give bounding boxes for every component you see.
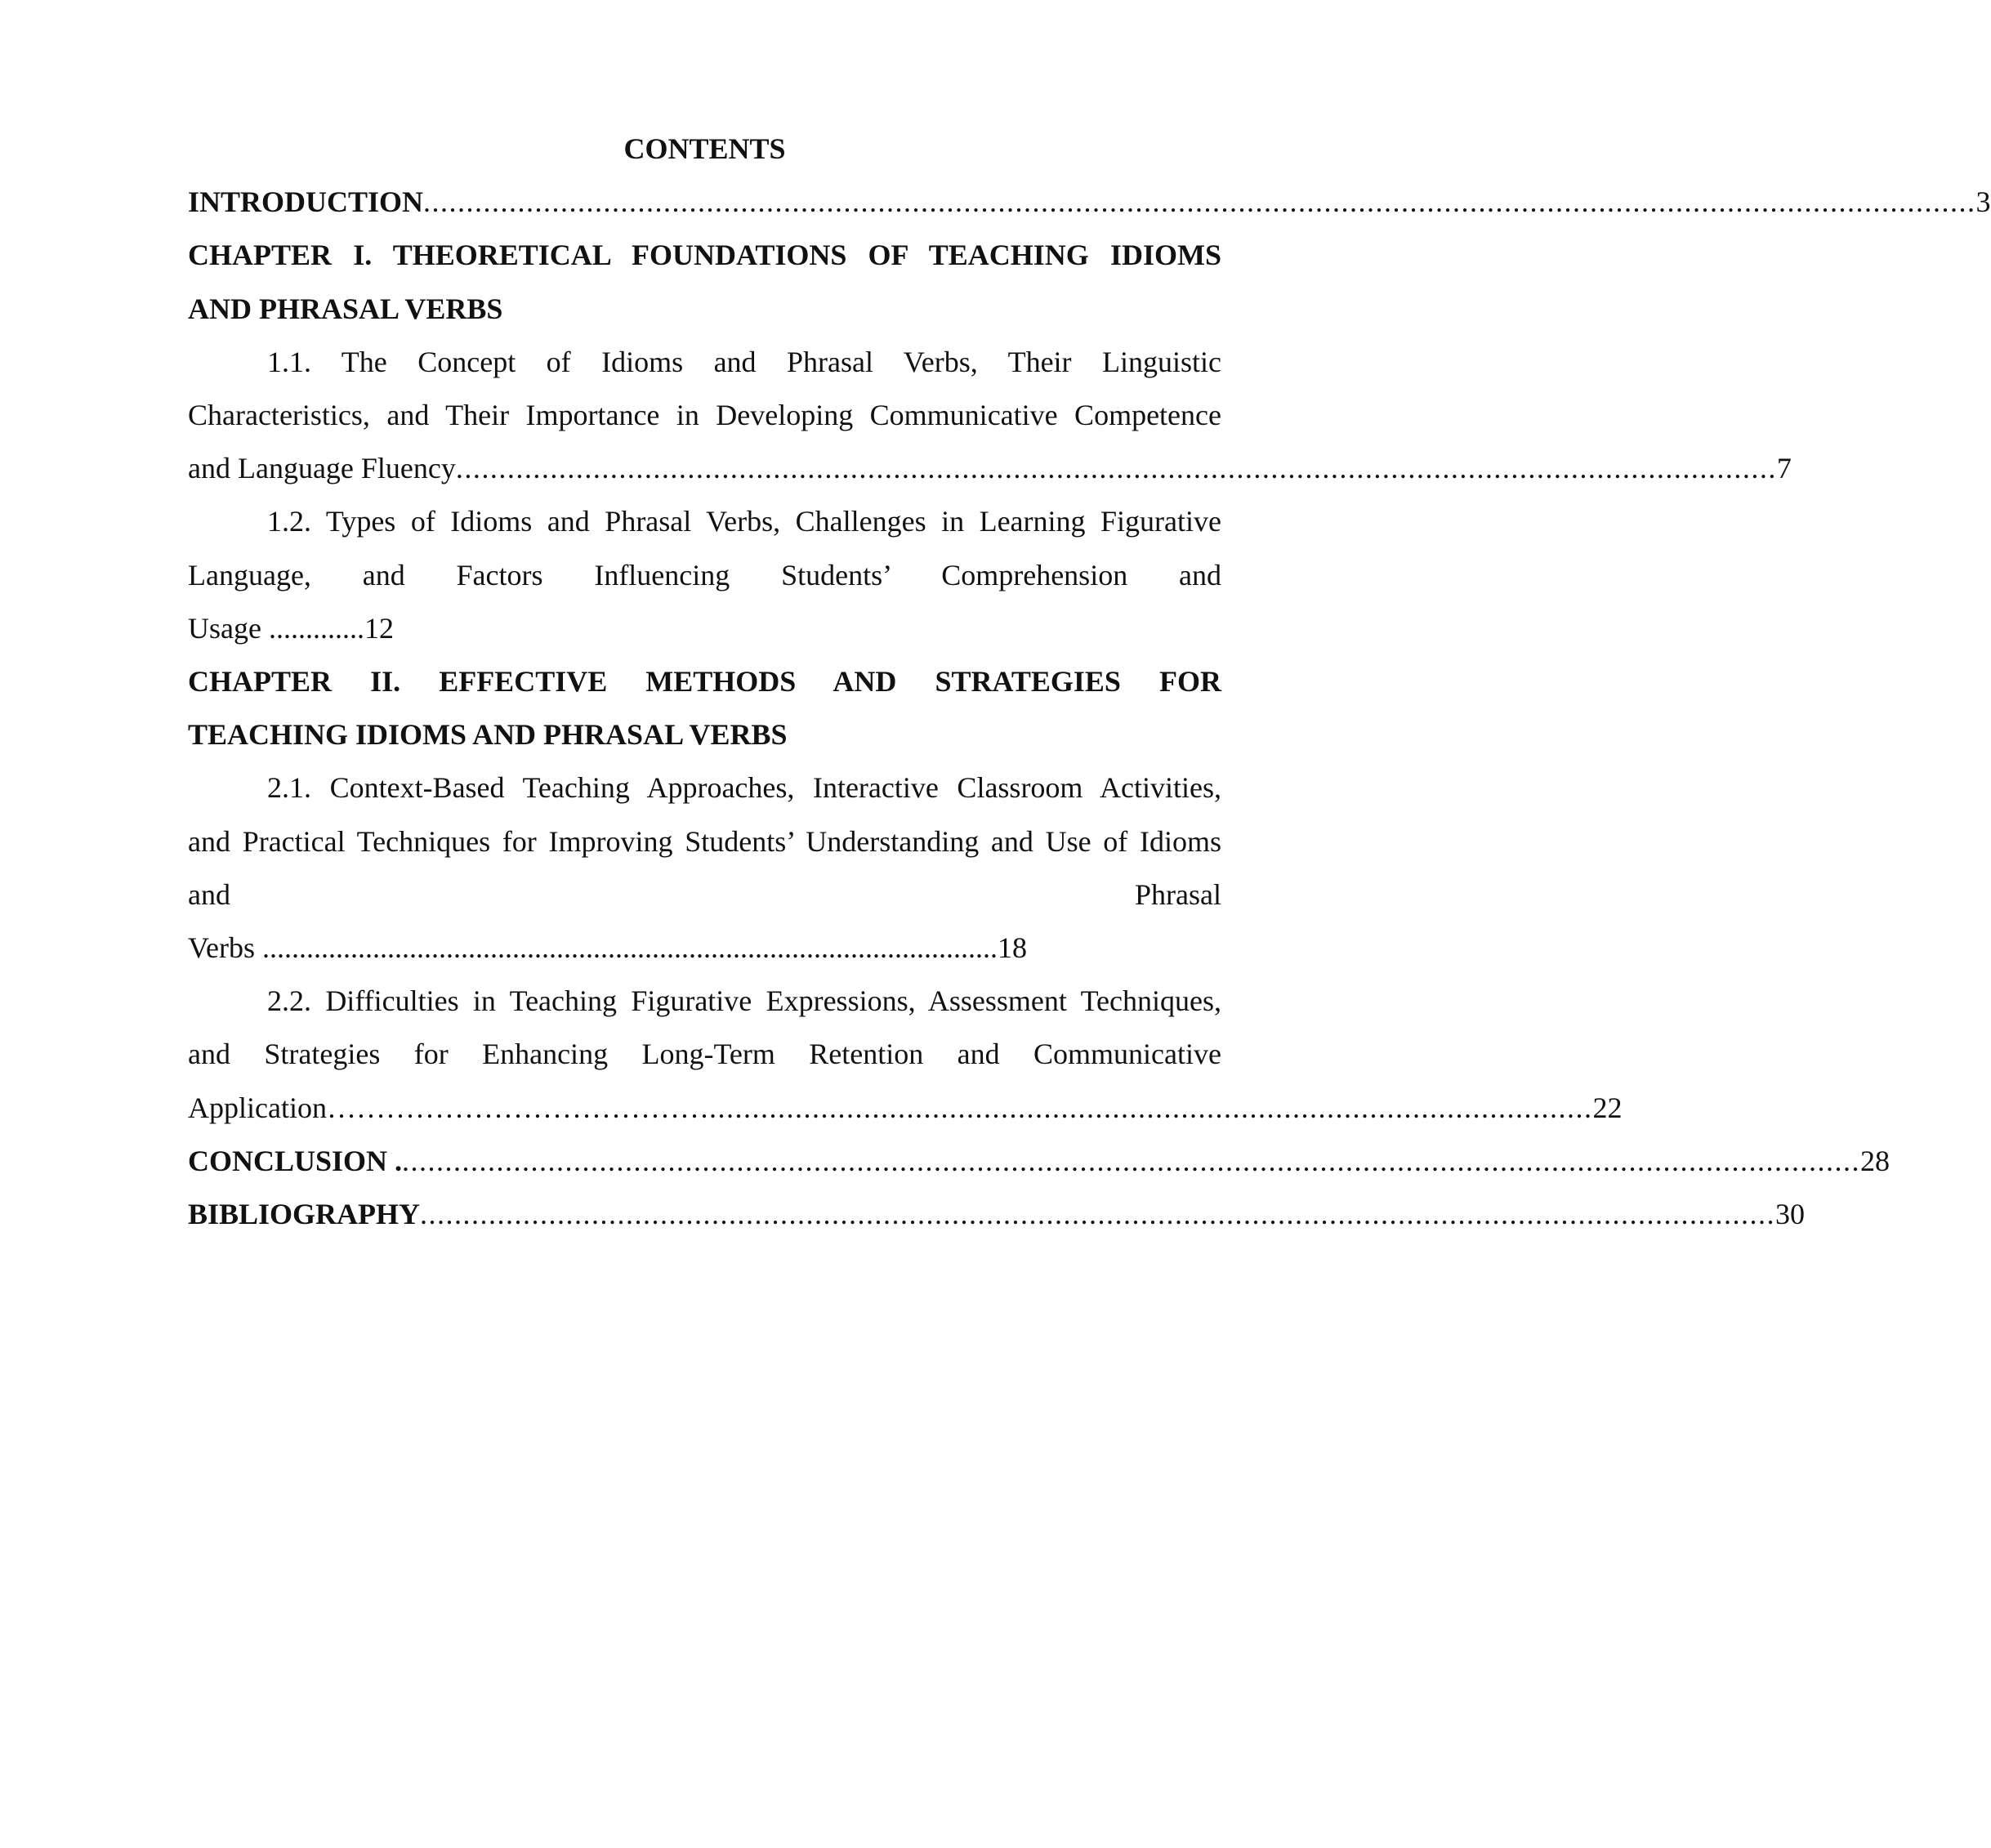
toc-section-last-line bbox=[188, 442, 1792, 495]
toc-entry-chapter-2[interactable] bbox=[188, 655, 1221, 761]
toc-entry-chapter-1[interactable] bbox=[188, 229, 1221, 335]
toc-section-line: 1.2. Types of Idioms and Phrasal Verbs, Challenges in Learning Figurative bbox=[267, 505, 1221, 538]
toc-entry-section-2-1[interactable] bbox=[188, 761, 1221, 975]
page-title: CONTENTS bbox=[623, 132, 786, 165]
toc-entry-section-2-2[interactable] bbox=[188, 975, 1623, 1135]
toc-section-line: Characteristics, and Their Importance in Developing Communicative Competence bbox=[188, 398, 1221, 431]
toc-dot-leader: ....................................................................................................... bbox=[708, 1091, 1593, 1124]
toc-section-line: 1.1. The Concept of Idioms and Phrasal Verbs, Their Linguistic bbox=[267, 345, 1221, 378]
toc-section-line: and Strategies for Enhancing Long-Term Retention and Communicative bbox=[188, 1038, 1221, 1071]
toc-dot-leader: .............................................................................................................................................................. bbox=[420, 1197, 1776, 1230]
toc-section-line: 2.2. Difficulties in Teaching Figurative Expressions, Assessment Techniques, bbox=[267, 984, 1221, 1018]
toc-entry-label: Application………………………………… bbox=[188, 1091, 709, 1124]
table-of-contents bbox=[188, 123, 1991, 1241]
toc-page-number: 3 bbox=[1975, 185, 1991, 219]
toc-entry-label: CONCLUSION . bbox=[188, 1144, 403, 1177]
toc-chapter-heading-line: CHAPTER I. THEORETICAL FOUNDATIONS OF TEACHING IDIOMS bbox=[188, 239, 1221, 272]
toc-entry-section-1-1[interactable] bbox=[188, 336, 1792, 496]
toc-section-line: Usage .............12 bbox=[188, 611, 394, 645]
toc-section-last-line bbox=[188, 1082, 1623, 1135]
toc-entry-label: INTRODUCTION bbox=[188, 185, 424, 219]
toc-dot-leader: ..................................................................................................................................................................................... bbox=[423, 185, 1976, 219]
toc-section-line: Verbs ....................................................................................................18 bbox=[188, 931, 1027, 964]
toc-page-number: 30 bbox=[1775, 1197, 1806, 1230]
toc-entry-conclusion[interactable] bbox=[188, 1135, 1891, 1188]
toc-section-line: and Practical Techniques for Improving Students’ Understanding and Use of Idioms bbox=[188, 824, 1221, 858]
toc-section-line: 2.1. Context-Based Teaching Approaches, Interactive Classroom Activities, bbox=[267, 771, 1221, 805]
toc-entry-label: BIBLIOGRAPHY bbox=[188, 1197, 421, 1230]
toc-page-number: 22 bbox=[1592, 1091, 1623, 1124]
toc-chapter-heading-line: CHAPTER II. EFFECTIVE METHODS AND STRATEGIES FOR bbox=[188, 664, 1221, 698]
toc-chapter-heading-line: AND PHRASAL VERBS bbox=[188, 292, 503, 325]
toc-dot-leader: .......................................................................................................................................................... bbox=[455, 452, 1777, 485]
toc-entry-bibliography[interactable] bbox=[188, 1188, 1806, 1241]
toc-page-number: 28 bbox=[1860, 1144, 1891, 1177]
toc-section-line-spread bbox=[188, 868, 1221, 922]
toc-page-number: 7 bbox=[1776, 452, 1792, 485]
toc-section-line: Language, and Factors Influencing Students’ Comprehension and bbox=[188, 558, 1221, 591]
toc-entry-introduction[interactable] bbox=[188, 176, 1991, 229]
toc-section-word: and bbox=[188, 877, 230, 911]
toc-chapter-heading-line: TEACHING IDIOMS AND PHRASAL VERBS bbox=[188, 718, 788, 752]
toc-entry-section-1-2[interactable] bbox=[188, 495, 1221, 655]
toc-section-word: Phrasal bbox=[1135, 877, 1221, 911]
toc-dot-leader: .......................................................................................................................................................................... bbox=[402, 1144, 1861, 1177]
toc-entry-label: and Language Fluency bbox=[188, 452, 456, 485]
